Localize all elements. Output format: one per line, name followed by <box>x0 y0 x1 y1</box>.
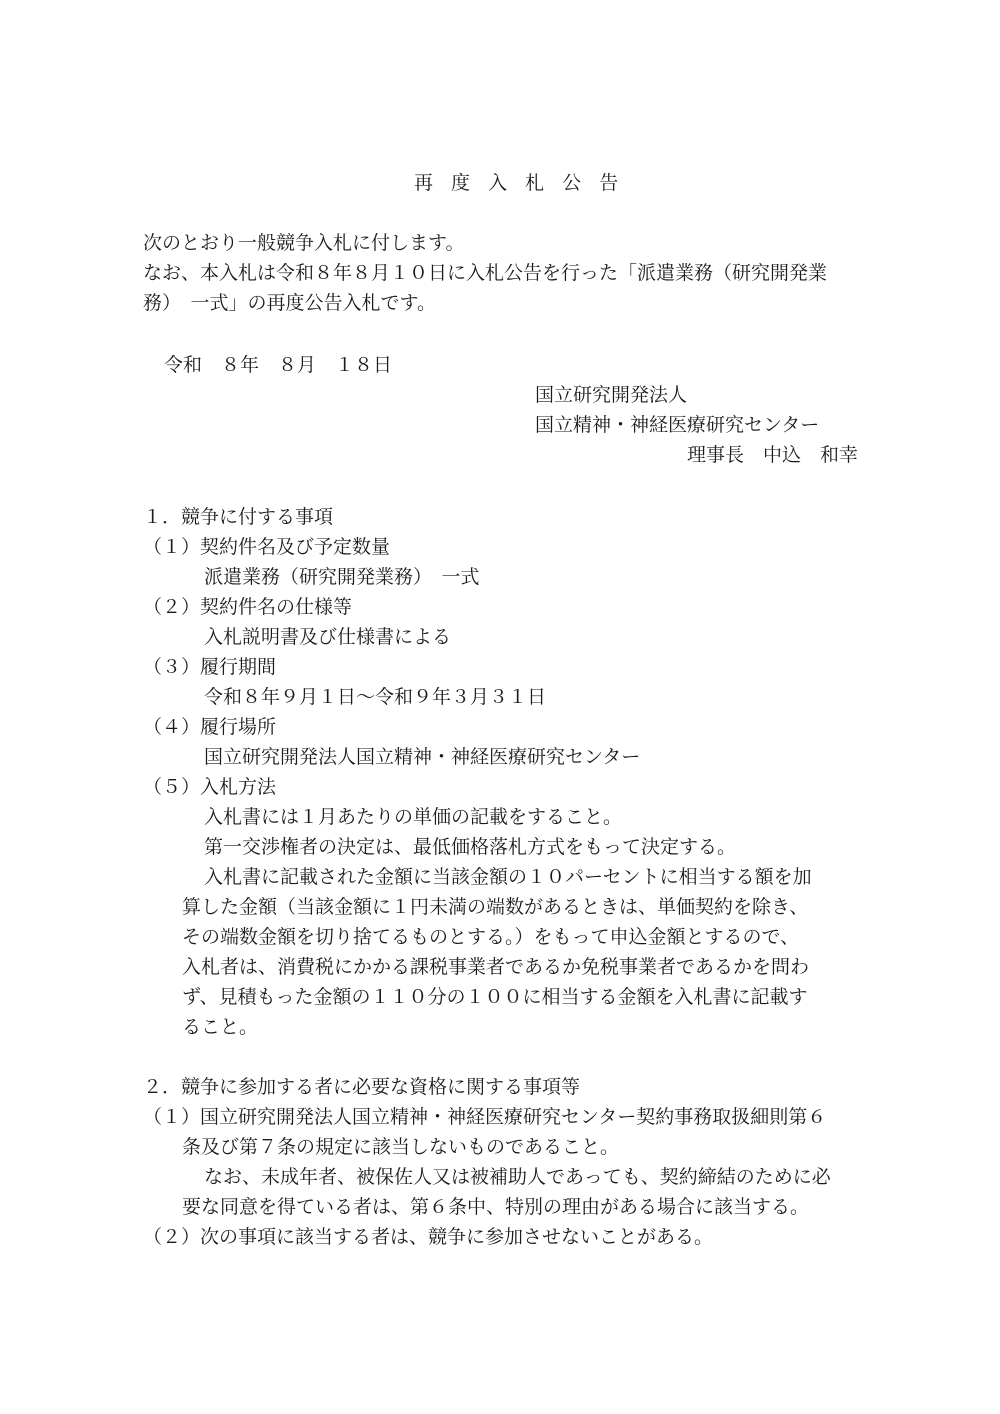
section-1-item-5-para-1: 入札書には１月あたりの単価の記載をすること。 <box>204 806 623 828</box>
issuer-org-line-1: 国立研究開発法人 <box>535 384 688 406</box>
issuer-person: 理事長 中込 和幸 <box>686 444 858 466</box>
document-title: 再 度 入 札 公 告 <box>414 172 625 194</box>
section-2-heading: ２．競争に参加する者に必要な資格に関する事項等 <box>143 1076 581 1098</box>
section-1-item-3-label: （３）履行期間 <box>143 656 277 678</box>
intro-line-2: なお、本入札は令和８年８月１０日に入札公告を行った「派遣業務（研究開発業 <box>143 262 828 284</box>
section-1-item-5-para-3-line-3: その端数金額を切り捨てるものとする。）をもって申込金額とするので、 <box>182 926 800 948</box>
section-1-item-5-para-3-line-6: ること。 <box>182 1016 259 1038</box>
section-2-item-2: （２）次の事項に該当する者は、競争に参加させないことがある。 <box>143 1226 714 1248</box>
section-1-item-4-label: （４）履行場所 <box>143 716 277 738</box>
section-2-item-1-line-2: 条及び第７条の規定に該当しないものであること。 <box>182 1136 620 1158</box>
section-1-item-2-body: 入札説明書及び仕様書による <box>204 626 452 648</box>
section-1-item-5-para-3-line-4: 入札者は、消費税にかかる課税事業者であるか免税事業者であるかを問わ <box>182 956 810 978</box>
section-1-item-3-body: 令和８年９月１日～令和９年３月３１日 <box>204 686 547 708</box>
section-1-item-5-label: （５）入札方法 <box>143 776 277 798</box>
section-1-item-1-label: （１）契約件名及び予定数量 <box>143 536 391 558</box>
section-1-heading: １．競争に付する事項 <box>143 506 334 528</box>
section-1-item-1-body: 派遣業務（研究開発業務） 一式 <box>204 566 480 588</box>
section-1-item-5-para-3-line-1: 入札書に記載された金額に当該金額の１０パーセントに相当する額を加 <box>204 866 812 888</box>
section-1-item-4-body: 国立研究開発法人国立精神・神経医療研究センター <box>204 746 641 768</box>
section-1-item-5-para-2: 第一交渉権者の決定は、最低価格落札方式をもって決定する。 <box>204 836 737 858</box>
section-2-item-1-line-4: 要な同意を得ている者は、第６条中、特別の理由がある場合に該当する。 <box>182 1196 810 1218</box>
section-1-item-5-para-3-line-2: 算した金額（当該金額に１円未満の端数があるときは、単価契約を除き、 <box>182 896 809 918</box>
section-2-item-1-line-1: （１）国立研究開発法人国立精神・神経医療研究センター契約事務取扱細則第６ <box>143 1106 827 1128</box>
issuer-org-line-2: 国立精神・神経医療研究センター <box>535 414 820 436</box>
section-1-item-5-para-3-line-5: ず、見積もった金額の１１０分の１００に相当する金額を入札書に記載す <box>182 986 808 1008</box>
intro-line-1: 次のとおり一般競争入札に付します。 <box>143 232 465 254</box>
intro-line-3: 務） 一式」の再度公告入札です。 <box>143 292 436 314</box>
section-1-item-2-label: （２）契約件名の仕様等 <box>143 596 353 618</box>
section-2-item-1-line-3: なお、未成年者、被保佐人又は被補助人であっても、契約締結のために必 <box>204 1166 831 1188</box>
announcement-date: 令和 ８年 ８月 １８日 <box>164 354 393 376</box>
